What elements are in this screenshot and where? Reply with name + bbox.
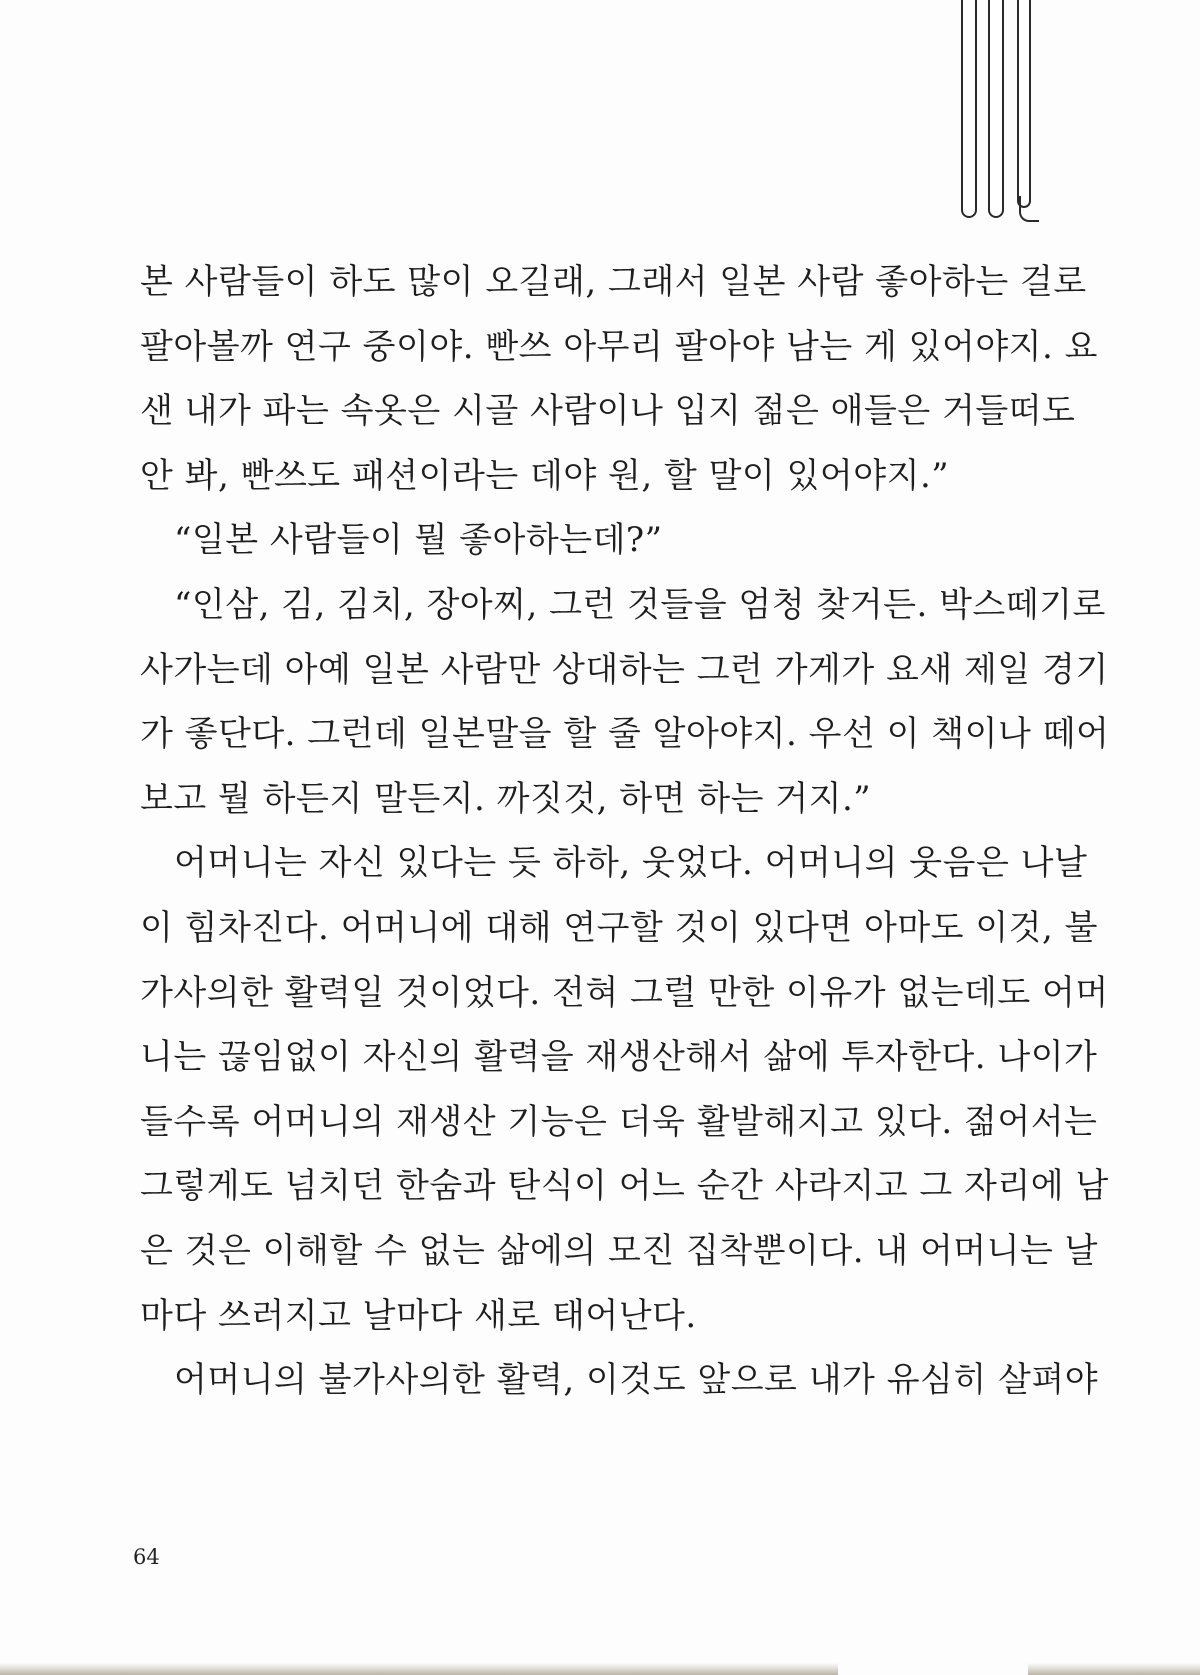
text-line: 어머니는 자신 있다는 듯 하하, 웃었다. 어머니의 웃음은 나날 [174,843,1088,884]
text-line: 샌 내가 파는 속옷은 시골 사람이나 입지 젊은 애들은 거들떠도 [140,391,1076,432]
text-line: 니는 끊임없이 자신의 활력을 재생산해서 삶에 투자한다. 나이가 [140,1037,1098,1078]
decorative-bar [961,0,977,218]
decorative-bar [988,0,1004,218]
decorative-bar-hook [1019,196,1039,222]
text-line: 안 봐, 빤쓰도 패션이라는 데야 원, 할 말이 있어야지.” [140,455,950,496]
decorative-bars [955,0,1045,230]
text-line: 그렇게도 넘치던 한숨과 탄식이 어느 순간 사라지고 그 자리에 남 [140,1166,1109,1207]
page-number: 64 [133,1545,160,1569]
text-line: 가 좋단다. 그런데 일본말을 할 줄 알아야지. 우선 이 책이나 떼어 [140,714,1110,755]
text-line: 보고 뭘 하든지 말든지. 까짓것, 하면 하는 거지.” [140,778,872,819]
text-line: 본 사람들이 하도 많이 오길래, 그래서 일본 사람 좋아하는 걸로 [140,262,1087,302]
text-line: 들수록 어머니의 재생산 기능은 더욱 활발해지고 있다. 젊어서는 [140,1101,1098,1142]
text-line: 사가는데 아예 일본 사람만 상대하는 그런 가게가 요새 제일 경기 [140,649,1109,690]
text-line: “인삼, 김, 김치, 장아찌, 그런 것들을 엄청 찾거든. 박스떼기로 [174,584,1106,625]
text-line: 마다 쓰러지고 날마다 새로 태어난다. [140,1295,697,1336]
decorative-bar [1017,0,1031,208]
text-line: 가사의한 활력일 것이었다. 전혀 그럴 만한 이유가 없는데도 어머 [140,972,1109,1013]
text-line: 어머니의 불가사의한 활력, 이것도 앞으로 내가 유심히 살펴야 [174,1360,1099,1401]
text-line: 은 것은 이해할 수 없는 삶에의 모진 집착뿐이다. 내 어머니는 날 [140,1230,1098,1271]
text-line: 이 힘차진다. 어머니에 대해 연구할 것이 있다면 아마도 이것, 불 [140,907,1098,948]
body-text [140,250,1110,1413]
page-bottom-edge-gap [838,1663,1028,1675]
text-line: “일본 사람들이 뭘 좋아하는데?” [174,520,663,561]
text-line: 팔아볼까 연구 중이야. 빤쓰 아무리 팔아야 남는 게 있어야지. 요 [140,326,1098,367]
page-bottom-edge [0,1663,1200,1675]
